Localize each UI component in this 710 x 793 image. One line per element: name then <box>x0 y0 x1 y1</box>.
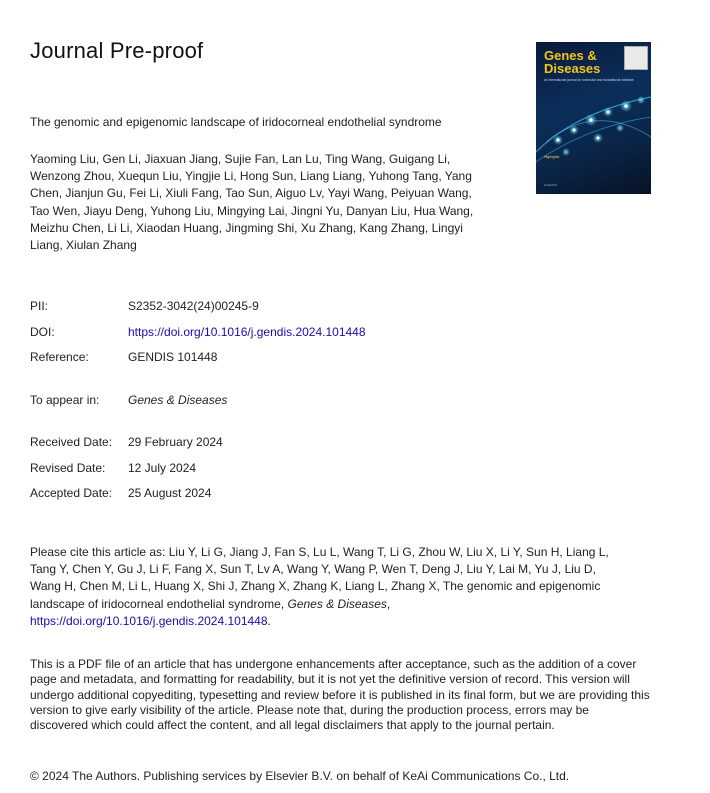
article-title: The genomic and epigenomic landscape of iridocorneal endothelial syndrome <box>30 115 442 129</box>
author-list <box>30 151 530 254</box>
author-line: Tao Wen, Jiayu Deng, Yuhong Liu, Mingying Lai, Jingni Yu, Danyan Liu, Hua Wang, <box>30 203 474 218</box>
received-label: Received Date: <box>30 435 113 449</box>
received-date: 29 February 2024 <box>128 435 223 449</box>
cover-subtitle: An international journal for molecular and translational medicine <box>544 78 634 82</box>
author-line: Liang, Xiulan Zhang <box>30 238 137 253</box>
citation-end: . <box>267 613 271 628</box>
revised-label: Revised Date: <box>30 461 106 475</box>
appear-label: To appear in: <box>30 393 100 407</box>
citation-text: Please cite this article as: Liu Y, Li G, Jiang J, Fan S, Lu L, Wang T, Li G, Zhou W, Liu X, Li Y, Sun H, Liang L, Tang Y, Chen Y, Gu J, Li F, Fang X, Sun T, Lv A, Wang Y, Wang P, Wen T, Deng J, Liu Y, Lai M, Yu J, Liu D, Wang H, Chen M, Li L, Huang X, Shi J, Zhang X, Zhang K, Liang L, Zhang X, The genomic and epigenomic landscape of iridocorneal endothelial syndrome, <box>30 545 609 611</box>
doi-label: DOI: <box>30 325 55 339</box>
author-line: Meizhu Chen, Li Li, Xiaodan Huang, Jingming Shi, Xu Zhang, Kang Zhang, Lingyi <box>30 220 463 235</box>
journal-name: Genes & Diseases <box>128 393 228 407</box>
doi-link[interactable]: https://doi.org/10.1016/j.gendis.2024.101448 <box>128 325 366 339</box>
author-line: Wenzong Zhou, Xuequn Liu, Yingjie Li, Hong Sun, Liang Liang, Yuhong Tang, Yang <box>30 169 472 184</box>
author-line: Chen, Jianjun Gu, Fei Li, Xiuli Fang, Tao Sun, Aiguo Lv, Yayi Wang, Peiyuan Wang, <box>30 186 472 201</box>
disclaimer-paragraph: This is a PDF file of an article that has undergone enhancements after acceptance, such as the addition of a cover page and metadata, and formatting for readability, but it is not yet the definitive version of record. This version will undergo additional copyediting, typesetting and review before it is published in its final form, but we are providing this version to give early visibility of the article. Please note that, during the production process, errors may be discovered which could affect the content, and all legal disclaimers that apply to the journal pertain. <box>30 657 650 733</box>
citation-doi-link[interactable]: https://doi.org/10.1016/j.gendis.2024.101448 <box>30 613 268 628</box>
accepted-date: 25 August 2024 <box>128 486 212 500</box>
journal-cover <box>536 42 651 194</box>
citation-paragraph <box>30 544 630 630</box>
accepted-label: Accepted Date: <box>30 486 113 500</box>
cover-footer: ELSEVIER <box>544 184 557 187</box>
elsevier-logo-icon <box>624 46 648 70</box>
pii-label: PII: <box>30 299 49 313</box>
reference-label: Reference: <box>30 350 89 364</box>
copyright-notice: © 2024 The Authors. Publishing services by Elsevier B.V. on behalf of KeAi Communications Co., Ltd. <box>30 769 570 783</box>
citation-sep: , <box>386 596 391 611</box>
revised-date: 12 July 2024 <box>128 461 197 475</box>
journal-header: Journal Pre-proof <box>30 38 204 63</box>
citation-journal: Genes & Diseases <box>287 596 387 611</box>
cover-title: Genes & Diseases <box>544 48 601 76</box>
author-line: Yaoming Liu, Gen Li, Jiaxuan Jiang, Sujie Fan, Lan Lu, Ting Wang, Guigang Li, <box>30 152 451 166</box>
cover-highlights: Highlights <box>544 155 560 159</box>
reference-value: GENDIS 101448 <box>128 350 218 364</box>
pii-value: S2352-3042(24)00245-9 <box>128 299 259 313</box>
